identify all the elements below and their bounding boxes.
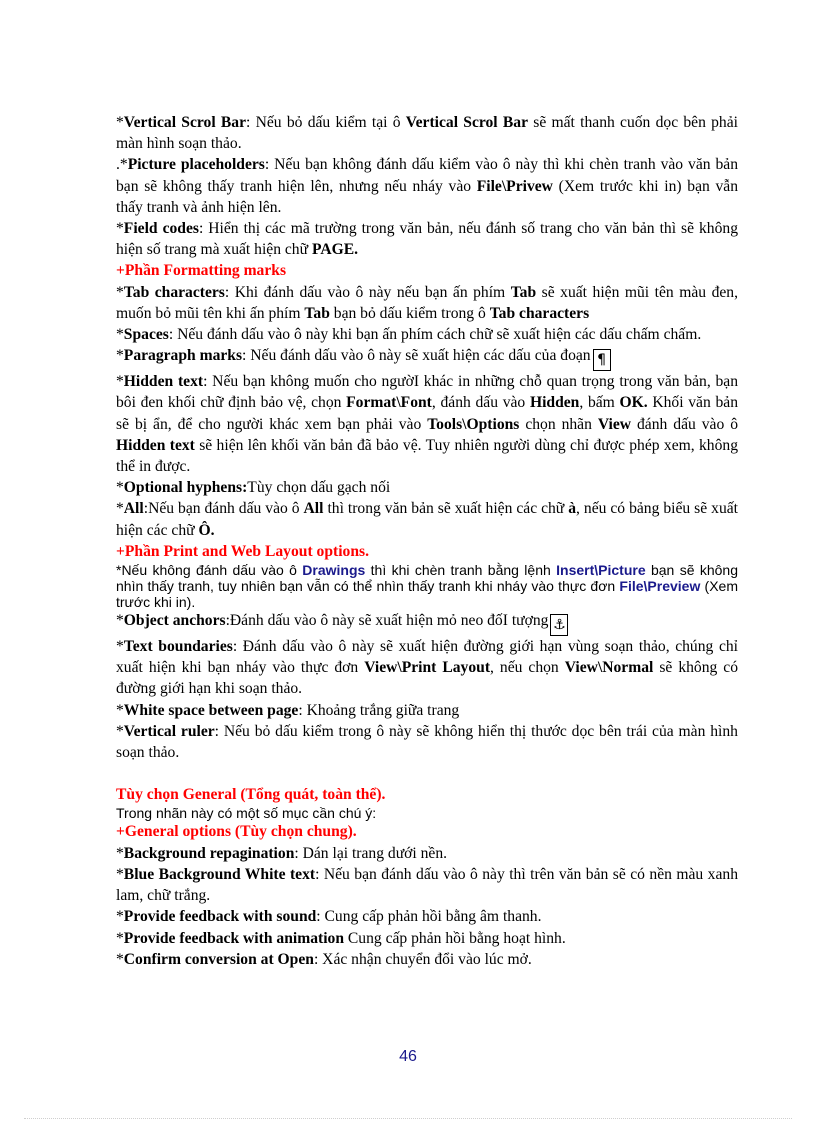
term: Format\Font [346, 394, 432, 412]
term: All [303, 500, 324, 518]
term: File\Preview [619, 578, 701, 595]
page-bottom-divider [24, 1118, 792, 1119]
page-number: 46 [399, 1048, 417, 1065]
term: View\Print Layout [364, 659, 491, 677]
term: File\Privew [476, 177, 553, 195]
term: Picture placeholders [127, 156, 265, 174]
term: Vertical Scrol Bar [123, 114, 247, 131]
term: PAGE. [311, 241, 359, 259]
heading-general: Tùy chọn General (Tổng quát, toàn thể). [116, 786, 386, 804]
term: Tab [304, 304, 330, 322]
term: Drawings [302, 562, 366, 579]
term: Optional hyphens: [123, 479, 248, 497]
para-tab-characters: *Tab characters: Khi đánh dấu vào ô này nếu bạn ấn phím Tab sẽ xuất hiện mũi tên màu đen, muốn bỏ mũi tên khi ấn phím Tab bạn bỏ dấu kiểm trong ô Tab characters [116, 283, 738, 322]
term: Background repagination [123, 844, 295, 862]
term: Provide feedback with sound [123, 908, 317, 926]
para-confirm-conversion: *Confirm conversion at Open: Xác nhận chuyển đổi vào lúc mở. [116, 950, 532, 968]
term: Hidden text [123, 373, 204, 391]
para-field-codes: *Field codes: Hiển thị các mã trường trong văn bản, nếu đánh số trang cho văn bản thì sẽ không hiện số trang mà xuất hiện chữ PAGE. [116, 220, 738, 259]
term: Object anchors [123, 612, 226, 630]
para-vertical-scrol-bar: *Vertical Scrol Bar: Nếu bỏ dấu kiểm tại ô Vertical Scrol Bar sẽ mất thanh cuốn dọc bên phải màn hình soạn thảo. [116, 114, 738, 153]
para-picture-placeholders: .*Picture placeholders: Nếu bạn không đánh dấu kiểm vào ô này thì khi chèn tranh vào văn bản bạn sẽ không thấy tranh hiện lên, nhưng nếu nháy vào File\Privew (Xem trước khi in) bạn vẫn thấy tranh và ảnh hiện lên. [116, 156, 738, 216]
term: Text boundaries [123, 638, 233, 656]
term: Insert\Picture [556, 562, 646, 579]
term: View\Normal [564, 659, 654, 677]
para-paragraph-marks: *Paragraph marks: Nếu đánh dấu vào ô này sẽ xuất hiện các dấu của đoạn ¶ [116, 345, 738, 371]
pilcrow-icon: ¶ [593, 349, 611, 371]
para-text-boundaries: *Text boundaries: Đánh dấu vào ô này sẽ xuất hiện đường giới hạn vùng soạn thảo, chúng chỉ xuất hiện khi bạn nháy vào thực đơn View\Print Layout, nếu chọn View\Normal sẽ không có đường giới hạn khi soạn thảo. [116, 638, 739, 698]
term: Tab [510, 283, 537, 301]
term: Hidden [529, 394, 580, 412]
term: OK. [619, 394, 648, 412]
term: Field codes [123, 220, 199, 238]
term: Blue Background White text [123, 865, 316, 883]
para-vertical-ruler: *Vertical ruler: Nếu bỏ dấu kiểm trong ô này sẽ không hiển thị thước dọc bên trái của màn hình soạn thảo. [116, 722, 738, 762]
term: White space between page [123, 701, 299, 719]
para-background-repagination: *Background repagination: Dán lại trang dưới nền. [116, 844, 448, 862]
term: Paragraph marks [123, 347, 243, 365]
blank-line [116, 763, 738, 784]
term: Confirm conversion at Open [123, 950, 314, 968]
term: Spaces [123, 326, 169, 344]
para-all: *All:Nếu bạn đánh dấu vào ô All thì trong văn bản sẽ xuất hiện các chữ à, nếu có bảng biểu sẽ xuất hiện các chữ Ô. [116, 500, 738, 539]
term: Vertical Scrol Bar [405, 114, 529, 131]
para-spaces: *Spaces: Nếu đánh dấu vào ô này khi bạn ấn phím cách chữ sẽ xuất hiện các dấu chấm chấm. [116, 326, 702, 344]
para-optional-hyphens: *Optional hyphens:Tùy chọn dấu gạch nối [116, 479, 391, 497]
para-hidden-text: *Hidden text: Nếu bạn không muốn cho ngườI khác in những chỗ quan trọng trong văn bản, bạn bôi đen khối chữ định bảo vệ, chọn Format\Font, đánh dấu vào Hidden, bấm OK. Khối văn bản sẽ bị ẩn, để cho người khác xem bạn phải vào Tools\Options chọn nhãn View đánh dấu vào ô Hidden text sẽ hiện lên khối văn bản đã bảo vệ. Tuy nhiên người dùng chỉ được phép xem, không thể in được. [116, 373, 739, 476]
para-feedback-animation: *Provide feedback with animation Cung cấp phản hồi bằng hoạt hình. [116, 929, 566, 947]
term: View [597, 415, 632, 433]
para-white-space: *White space between page: Khoảng trắng giữa trang [116, 701, 460, 719]
para-general-intro: Trong nhãn này có một số mục cần chú ý: [116, 805, 377, 822]
para-blue-background: *Blue Background White text: Nếu bạn đánh dấu vào ô này thì trên văn bản sẽ có nền màu xanh lam, chữ trắng. [116, 865, 738, 905]
term: à [568, 500, 577, 518]
term: Tab characters [123, 283, 225, 301]
term: Hidden text [116, 436, 195, 454]
heading-formatting-marks: +Phần Formatting marks [116, 262, 287, 280]
term: Tab characters [489, 304, 590, 322]
heading-general-options: +General options (Tùy chọn chung). [116, 823, 357, 841]
para-feedback-sound: *Provide feedback with sound: Cung cấp phản hồi bằng âm thanh. [116, 908, 542, 926]
term: Vertical ruler [123, 722, 215, 740]
term: All [123, 500, 144, 518]
heading-print-web-layout: +Phần Print and Web Layout options. [116, 542, 369, 560]
term: Provide feedback with animation [123, 929, 344, 947]
term: Tools\Options [427, 415, 520, 433]
term: Ô. [198, 521, 215, 539]
para-object-anchors: *Object anchors:Đánh dấu vào ô này sẽ xuất hiện mỏ neo đốI tượng ⚓ [116, 610, 738, 636]
document-page [116, 112, 738, 970]
para-drawings: *Nếu không đánh dấu vào ô Drawings thì khi chèn tranh bằng lệnh Insert\Picture bạn sẽ không nhìn thấy tranh, tuy nhiên bạn vẫn có thể nhìn thấy tranh khi nháy vào thực đơn File\Preview (Xem trước khi in). [116, 562, 738, 611]
anchor-icon: ⚓ [550, 614, 568, 636]
